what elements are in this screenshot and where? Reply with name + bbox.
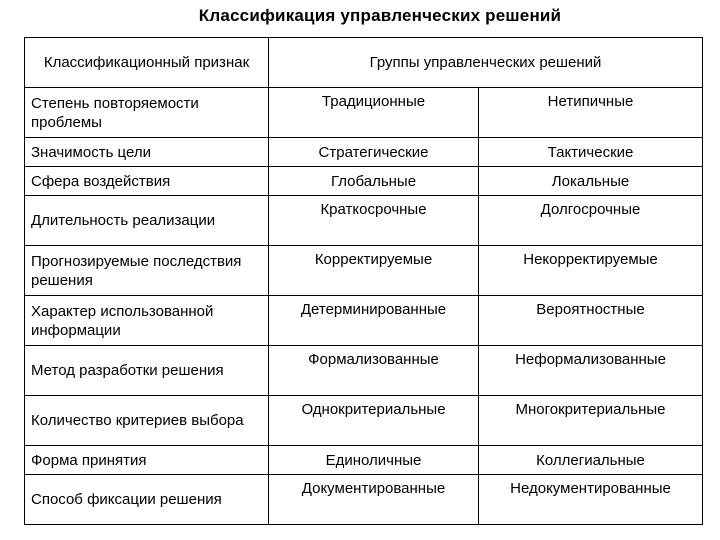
criterion-cell: Степень повторяемости проблемы: [25, 88, 269, 138]
group-a-cell: Документированные: [269, 475, 479, 525]
page-title: Классификация управленческих решений: [198, 6, 562, 25]
group-a-cell: Краткосрочные: [269, 196, 479, 246]
criterion-cell: Прогнозируемые последствия решения: [25, 246, 269, 296]
group-b-cell: Вероятностные: [479, 296, 703, 346]
table-row: [25, 196, 703, 246]
criterion-cell: Сфера воздействия: [25, 167, 269, 196]
group-a-cell: Глобальные: [269, 167, 479, 196]
group-b-cell: Многокритериальные: [479, 396, 703, 446]
group-b-cell: Нетипичные: [479, 88, 703, 138]
header-groups: Группы управленческих решений: [269, 38, 703, 88]
table-header-row: [25, 38, 703, 88]
group-b-cell: Некорректируемые: [479, 246, 703, 296]
table-row: [25, 396, 703, 446]
group-a-cell: Формализованные: [269, 346, 479, 396]
criterion-cell: Характер использованной информации: [25, 296, 269, 346]
group-a-cell: Единоличные: [269, 446, 479, 475]
criterion-cell: Метод разработки решения: [25, 346, 269, 396]
group-b-cell: Долгосрочные: [479, 196, 703, 246]
group-b-cell: Неформализованные: [479, 346, 703, 396]
table-row: [25, 296, 703, 346]
group-a-cell: Однокритериальные: [269, 396, 479, 446]
header-criterion: Классификационный признак: [25, 38, 269, 88]
table-row: [25, 138, 703, 167]
group-b-cell: Недокументированные: [479, 475, 703, 525]
group-a-cell: Корректируемые: [269, 246, 479, 296]
group-a-cell: Детерминированные: [269, 296, 479, 346]
table-row: [25, 475, 703, 525]
criterion-cell: Длительность реализации: [25, 196, 269, 246]
group-b-cell: Локальные: [479, 167, 703, 196]
group-a-cell: Стратегические: [269, 138, 479, 167]
table-row: [25, 446, 703, 475]
criterion-cell: Форма принятия: [25, 446, 269, 475]
table-row: [25, 246, 703, 296]
criterion-cell: Способ фиксации решения: [25, 475, 269, 525]
table-row: [25, 88, 703, 138]
criterion-cell: Значимость цели: [25, 138, 269, 167]
criterion-cell: Количество критериев выбора: [25, 396, 269, 446]
table-row: [25, 167, 703, 196]
group-a-cell: Традиционные: [269, 88, 479, 138]
group-b-cell: Коллегиальные: [479, 446, 703, 475]
table-row: [25, 346, 703, 396]
classification-table: [24, 37, 703, 525]
group-b-cell: Тактические: [479, 138, 703, 167]
